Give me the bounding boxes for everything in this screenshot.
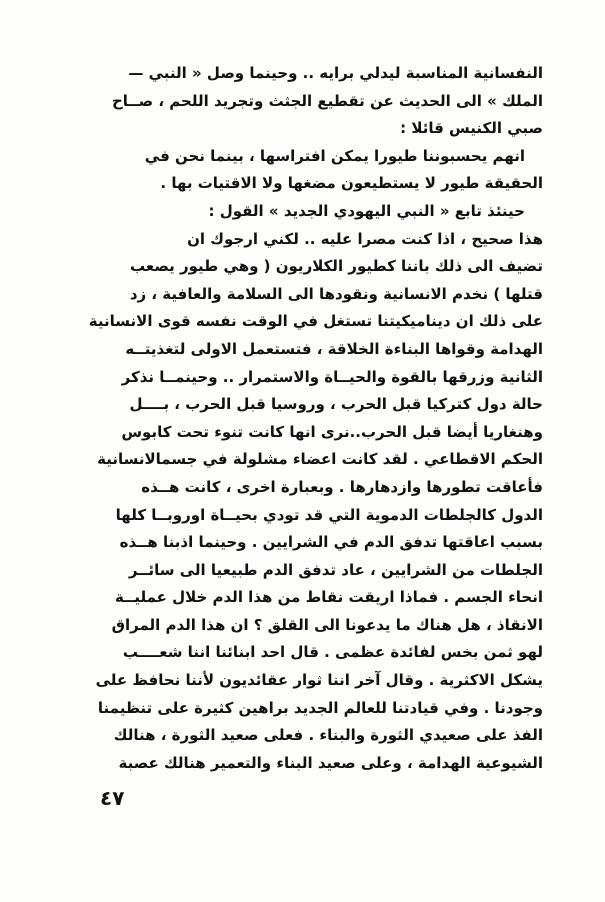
- text-line: الهدامة وقواها البناءة الخلاقة ، فتستعمل الاولى لتغذيتــه: [125, 339, 543, 358]
- text-line: الملك » الى الحديث عن تقطيع الجثث وتجريد اللحم ، صــاح: [111, 91, 543, 110]
- text-line: صبي الكنيس قائلا :: [400, 119, 543, 138]
- text-line: يشكل الاكثرية . وقال آخر اننا ثوار عقائديون لأننا نحافظ على: [95, 671, 543, 690]
- text-line: لهو ثمن بخس لفائدة عظمى . قال احد ابنائنا اننا شعــــب: [122, 643, 543, 662]
- text-line: بسبب اعاقتها تدفق الدم في الشرايين . وحينما اذبنا هــذه: [119, 533, 543, 552]
- text-line: على ذلك ان ديناميكيتنا تستغل في الوقت نفسه قوى الانسانية: [88, 312, 543, 331]
- page-number: ٤٧: [100, 786, 125, 810]
- text-line: النفسانية المناسبة ليدلي برايه .. وحينما وصل « النبي —: [128, 64, 543, 82]
- text-line: وجودنا . وفي قيادتنا للعالم الجديد براهين كثيرة على تنظيمنا: [97, 698, 543, 717]
- text-line: انحاء الجسم . فماذا اريقت نقاط من هذا الدم خلال عمليــة: [114, 588, 543, 607]
- text-line: الجلطات من الشرايين ، عاد تدفق الدم طبيعيا الى سائــر: [128, 560, 543, 579]
- text-line: الانقاذ ، هل هناك ما يدعونا الى القلق ؟ ان هذا الدم المراق: [111, 615, 543, 634]
- text-line: الفذ على صعيدي الثورة والبناء . فعلى صعيد الثورة ، هنالك: [113, 726, 543, 745]
- text-line: الدول كالجلطات الدموية التي قد تودي بحيــاة اوروبــا كلها: [115, 505, 543, 524]
- text-line: وهنغاريا أيضا قبل الحرب..نرى انها كانت تنوء تحت كابوس: [121, 422, 543, 441]
- text-line: قتلها ) نخدم الانسانية ونقودها الى السلامة والعافية ، زد: [129, 284, 543, 303]
- text-line: الثانية وزرقها بالقوة والحيــاة والاستمرار .. وحينمــا نذكر: [121, 367, 543, 386]
- text-line: الحقيقة طيور لا يستطيعون مضغها ولا الاقتيات بها .: [160, 174, 543, 193]
- text-line: حينئذ تابع « النبي اليهودي الجديد » القول :: [208, 201, 525, 220]
- text-line: انهم يحسبوننا طيورا يمكن افتراسها ، بينما نحن في: [144, 146, 525, 165]
- text-line: تضيف الى ذلك باننا كطيور الكلاريون ( وهي طيور يصعب: [130, 257, 543, 276]
- text-line: حالة دول كتركيا قبل الحرب ، وروسيا قبل الحرب ، بــــل: [129, 395, 543, 414]
- text-line: هذا صحيح ، اذا كنت مصرا عليه .. لكني ارجوك ان: [187, 229, 543, 248]
- body-text: [80, 60, 543, 777]
- text-line: الشيوعية الهدامة ، وعلى صعيد البناء والتعمير هنالك عصبة: [118, 753, 543, 772]
- text-line: الحكم الاقطاعي . لقد كانت اعضاء مشلولة في جسمالانسانية: [97, 450, 543, 469]
- text-line: فأعاقت تطورها وازدهارها . وبعبارة اخرى ، كانت هــذه: [141, 477, 543, 496]
